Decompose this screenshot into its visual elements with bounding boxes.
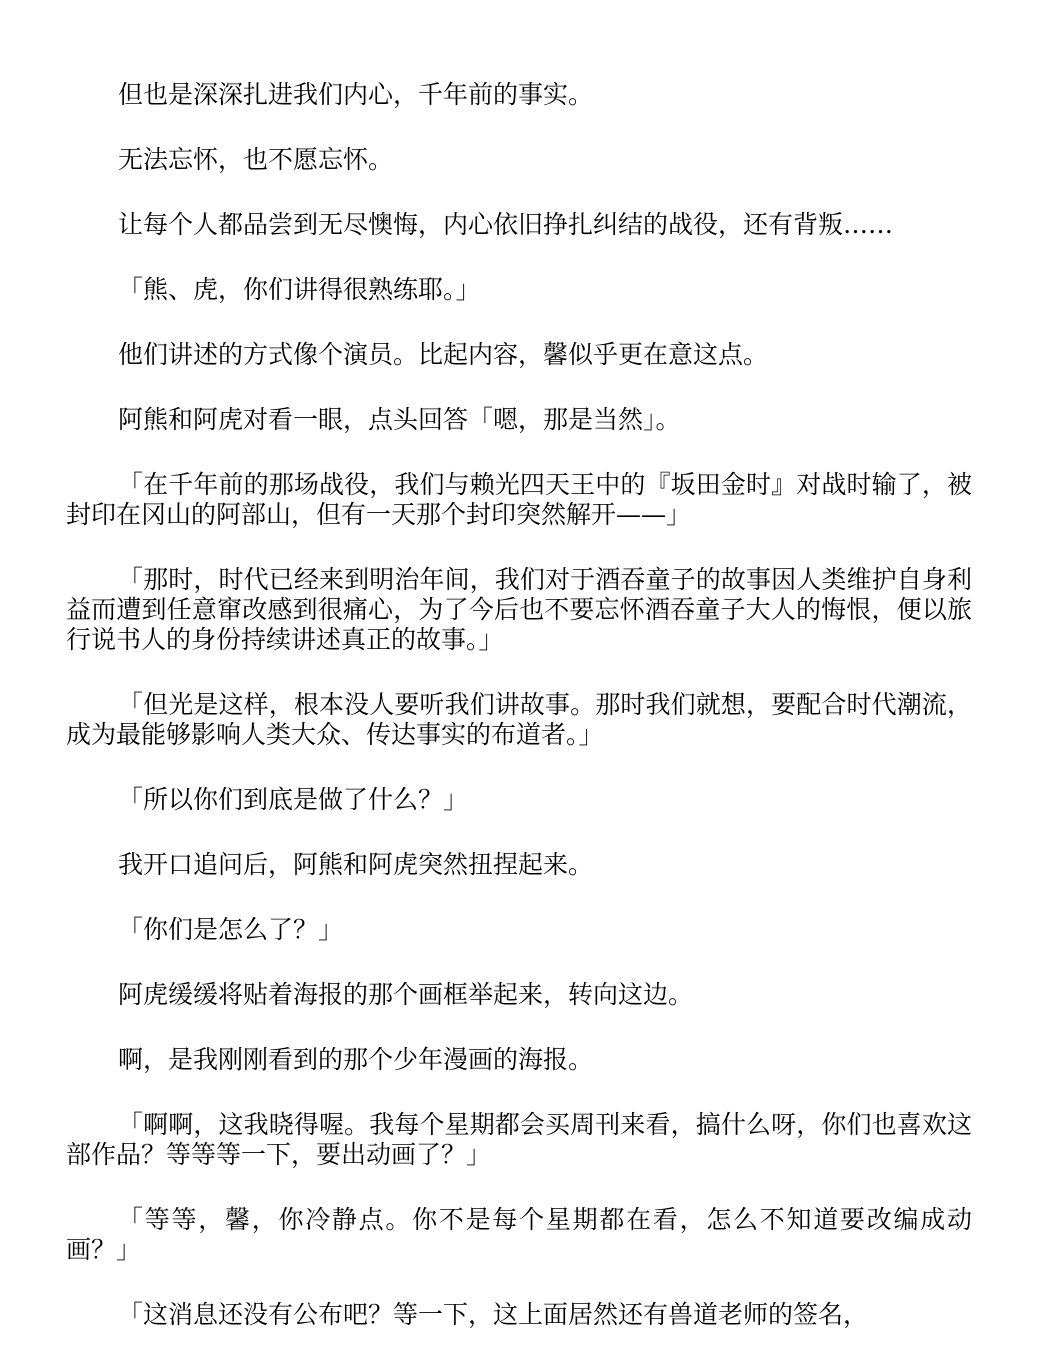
dialogue-paragraph: 「这消息还没有公布吧？等一下，这上面居然还有兽道老师的签名， bbox=[118, 1300, 869, 1329]
paragraph: 但也是深深扎进我们内心，千年前的事实。 bbox=[118, 80, 594, 109]
dialogue-paragraph: 「等等，馨，你冷静点。你不是每个星期都在看，怎么不知道要改编成动画？」 bbox=[66, 1205, 972, 1264]
dialogue-paragraph: 「在千年前的那场战役，我们与赖光四天王中的『坂田金时』对战时输了，被封印在冈山的阿部山，但有一天那个封印突然解开——」 bbox=[66, 470, 972, 529]
dialogue-paragraph: 「那时，时代已经来到明治年间，我们对于酒吞童子的故事因人类维护自身利益而遭到任意窜改感到很痛心，为了今后也不要忘怀酒吞童子大人的悔恨，便以旅行说书人的身份持续讲述真正的故事。」 bbox=[66, 565, 972, 654]
paragraph: 阿熊和阿虎对看一眼，点头回答「嗯，那是当然」。 bbox=[118, 405, 681, 434]
document-page bbox=[66, 80, 972, 1365]
paragraph: 他们讲述的方式像个演员。比起内容，馨似乎更在意这点。 bbox=[118, 340, 769, 369]
dialogue-paragraph: 「啊啊，这我晓得喔。我每个星期都会买周刊来看，搞什么呀，你们也喜欢这部作品？等等等一下，要出动画了？」 bbox=[66, 1110, 972, 1169]
paragraph: 让每个人都品尝到无尽懊悔，内心依旧挣扎纠结的战役，还有背叛…… bbox=[118, 210, 894, 239]
dialogue-paragraph: 「所以你们到底是做了什么？」 bbox=[118, 785, 469, 814]
paragraph: 无法忘怀，也不愿忘怀。 bbox=[118, 145, 394, 174]
paragraph: 阿虎缓缓将贴着海报的那个画框举起来，转向这边。 bbox=[118, 980, 694, 1009]
dialogue-paragraph: 「熊、虎，你们讲得很熟练耶。」 bbox=[118, 275, 481, 304]
dialogue-paragraph: 「你们是怎么了？」 bbox=[118, 915, 344, 944]
paragraph: 啊，是我刚刚看到的那个少年漫画的海报。 bbox=[118, 1045, 594, 1074]
dialogue-paragraph: 「但光是这样，根本没人要听我们讲故事。那时我们就想，要配合时代潮流，成为最能够影响人类大众、传达事实的布道者。」 bbox=[66, 690, 972, 749]
paragraph: 我开口追问后，阿熊和阿虎突然扭捏起来。 bbox=[118, 850, 594, 879]
